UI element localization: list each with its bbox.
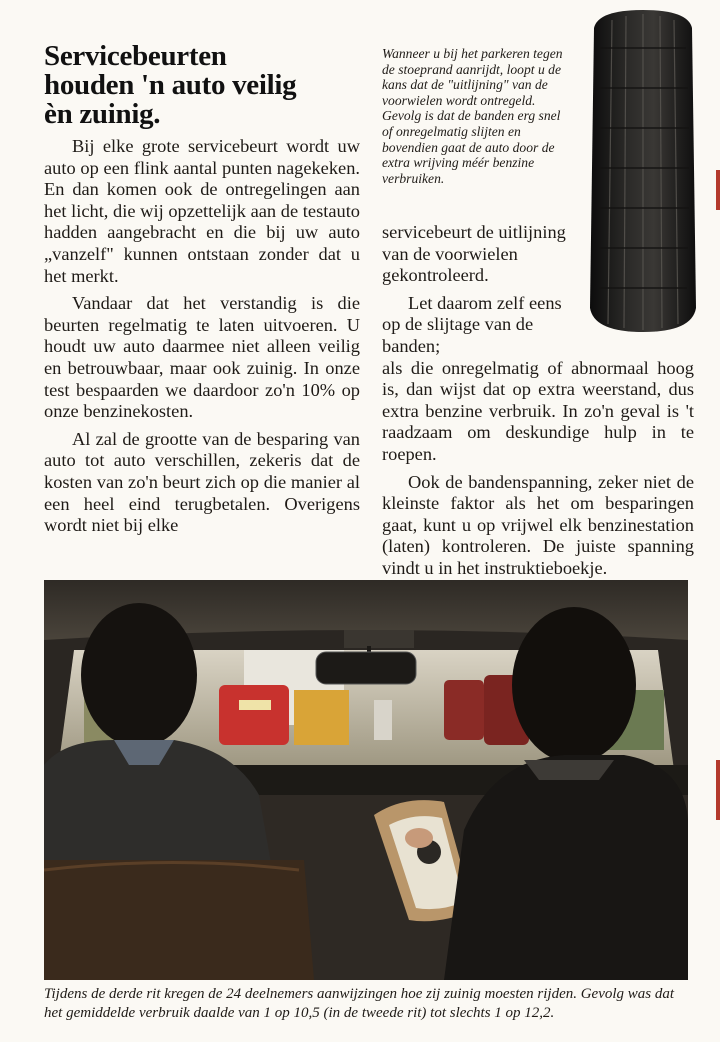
- headline: [44, 42, 364, 129]
- body-paragraph: servicebeurt de uitlijning van de voorwielen gekontroleerd.: [382, 222, 566, 286]
- photo-caption: Tijdens de derde rit kregen de 24 deelnemers aanwijzingen hoe zij zuinig moesten rijden. Gevolg was dat het gemiddelde verbruik daalde van 1 op 10,5 (in de tweede rit) tot slechts 1 op 12,2.: [44, 986, 675, 1021]
- tyre-image: [584, 8, 702, 334]
- body-paragraph-continued: als die onregelmatig of abnormaal hoog is, dan wijst dat op extra weerstand, dus extra benzine verbruik. In zo'n geval is 't raadzaam om deskundige hulp in te roepen.: [382, 357, 694, 464]
- headline-line-3: èn zuinig.: [44, 98, 161, 130]
- body-paragraph-narrow: Let daarom zelf eens op de slijtage van de banden;: [382, 292, 562, 356]
- page-edge-mark: [716, 760, 720, 820]
- tyre-caption: Wanneer u bij het parkeren tegen de stoeprand aanrijdt, loopt u de kans dat de "uitlijning" van de voorwielen wordt ontregeld. Gevolg is dat de banden erg snel of onregelmatig slijten en bovendien gaat de auto door de extra wrijving méér benzine verbruiken.: [382, 46, 563, 186]
- headline-line-2: houden 'n auto veilig: [44, 69, 297, 101]
- body-paragraph: Bij elke grote servicebeurt wordt uw auto op een flink aantal punten nagekeken. En dan komen ook de ontregelingen aan het licht, die wij opzettelijk aan de testauto hadden aangebracht en die bij uw auto „vanzelf" kunnen ontstaan zonder dat u het merkt.: [44, 136, 360, 286]
- body-paragraph: Ook de bandenspanning, zeker niet de kleinste faktor als het om besparingen gaat, kunt u op vrijwel elk benzinestation (laten) kontroleren. De juiste spanning vindt u in het instruktieboekje.: [382, 471, 694, 578]
- left-column: [44, 136, 360, 543]
- body-paragraph: Al zal de grootte van de besparing van auto tot auto verschillen, zekeris dat de kosten van zo'n beurt zich op die manier al een heel eind terugbetalen. Overigens wordt niet bij elke: [44, 428, 360, 536]
- body-paragraph: Vandaar dat het verstandig is die beurten regelmatig te laten uitvoeren. U houdt uw auto daarmee niet alleen veilig en betrouwbaar, maar ook zuinig. In onze test bespaarden we daardoor zo'n 10% op onze benzinekosten.: [44, 293, 360, 422]
- page-edge-mark: [716, 170, 720, 210]
- car-interior-photo: [44, 580, 688, 980]
- headline-line-1: Servicebeurten: [44, 40, 227, 72]
